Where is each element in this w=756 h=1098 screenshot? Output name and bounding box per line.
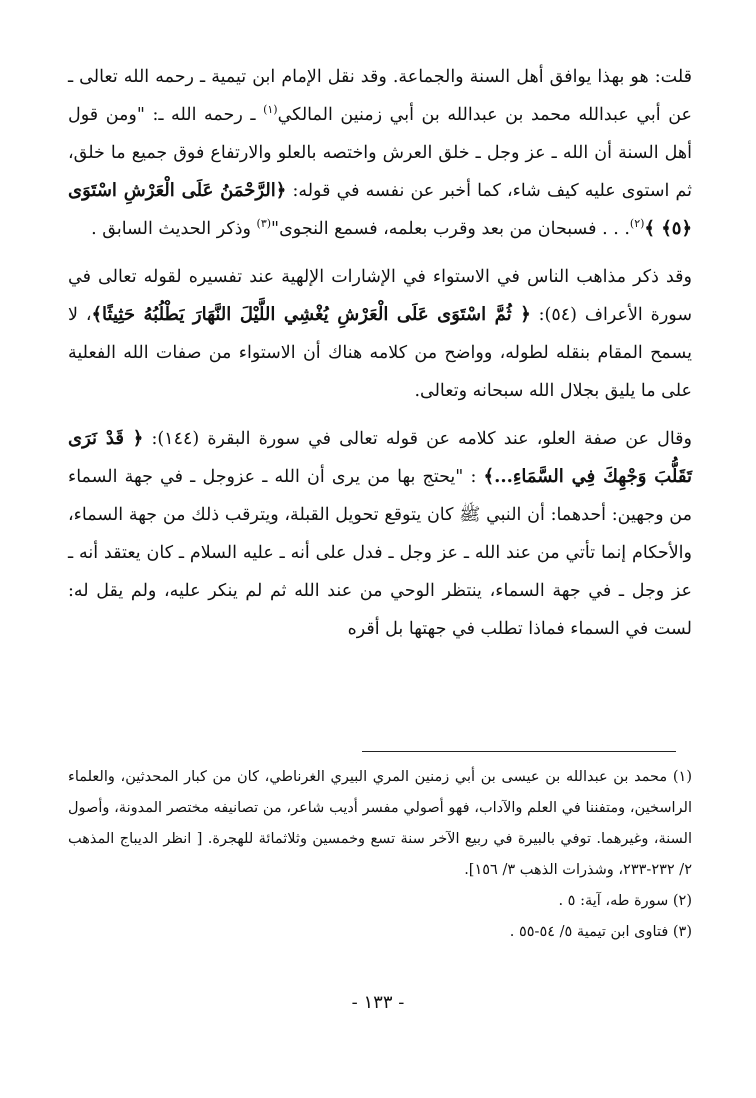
text-segment: . . . فسبحان من بعد وقرب بعلمه، فسمع النجوى" (271, 219, 630, 239)
footnote-ref-2: (٢) (629, 217, 645, 231)
paragraph-1 (68, 58, 692, 248)
footnote-ref-3: (٣) (256, 217, 272, 231)
text-segment: قلت: هو بهذا يوافق أهل السنة والجماعة. وقد نقل الإمام ابن تيمية ـ رحمه الله تعالى ـ عن أبي عبدالله محمد بن عبدالله بن أبي زمنين المالكي (68, 67, 692, 125)
page-number: - ١٣٣ - (351, 992, 405, 1013)
quran-verse: ﴿الرَّحْمَنُ عَلَى الْعَرْشِ اسْتَوَى ﴿٥﴾ ﴾ (68, 180, 692, 239)
text-segment: وقال عن صفة العلو، عند كلامه عن قوله تعالى في سورة البقرة (١٤٤): (143, 429, 692, 449)
text-segment: ـ رحمه الله ـ: "ومن قول أهل السنة أن الله ـ عز وجل ـ خلق العرش واختصه بالعلو والارتفاع فوق جميع ما خلق، ثم استوى عليه كيف شاء، كما أخبر عن نفسه في قوله: (68, 105, 692, 201)
paragraph-3 (68, 420, 692, 648)
text-segment: وذكر الحديث السابق . (91, 219, 257, 239)
footnote-2: (٢) سورة طه، آية: ٥ . (558, 893, 692, 909)
footnote-1: (١) محمد بن عبدالله بن عيسى بن أبي زمنين المري البيري الغرناطي، كان من كبار المحدثين، والعلماء الراسخين، ومتفننا في العلم والآداب، فهو أصولي مفسر أديب شاعر، من تصانيفه مختصر المدونة، وأصول السنة، وغيرهما. توفي بالبيرة في ربيع الآخر سنة تسع وخمسين وثلاثمائة للهجرة. [ انظر الديباج المذهب ٢/ ٢٣٢-٢٣٣، وشذرات الذهب ٣/ ١٥٦]. (68, 769, 692, 878)
quran-verse: ﴿ قَدْ نَرَى تَقَلُّبَ وَجْهِكَ فِي السَّمَاءِ...﴾ (68, 428, 693, 487)
paragraph-2 (68, 258, 692, 410)
quran-verse: ﴿ ثُمَّ اسْتَوَى عَلَى الْعَرْشِ يُغْشِي اللَّيْلَ النَّهَارَ يَطْلُبُهُ حَثِيثًا﴾ (91, 304, 531, 325)
footnote-ref-1: (١) (263, 103, 278, 117)
footnotes (68, 762, 692, 948)
text-segment: : "يحتج بها من يرى أن الله ـ عزوجل ـ في جهة السماء من وجهين: أحدهما: أن النبي ﷺ كان يتوقع تحويل القبلة، ويترقب ذلك من جهة السماء، والأحكام إنما تأتي من عند الله ـ عز وجل ـ فدل على أنه ـ عليه السلام ـ كان يعتقد أنه ـ عز وجل ـ في جهة السماء، ينتظر الوحي من عند الله ثم لم ينكر عليه، ولم يقل له: لست في السماء فماذا تطلب في جهتها بل أقره (68, 467, 692, 639)
text-segment: ، لا يسمح المقام بنقله لطوله، وواضح من كلامه هناك أن الاستواء من صفات الله الفعلية على ما يليق بجلال الله سبحانه وتعالى. (68, 305, 692, 401)
footnote-separator (362, 751, 676, 752)
footnote-3: (٣) فتاوى ابن تيمية ٥/ ٥٤-٥٥ . (509, 924, 692, 940)
text-segment: وقد ذكر مذاهب الناس في الاستواء في الإشارات الإلهية عند تفسيره لقوله تعالى في سورة الأعراف (٥٤): (68, 267, 692, 325)
main-text (68, 58, 692, 648)
